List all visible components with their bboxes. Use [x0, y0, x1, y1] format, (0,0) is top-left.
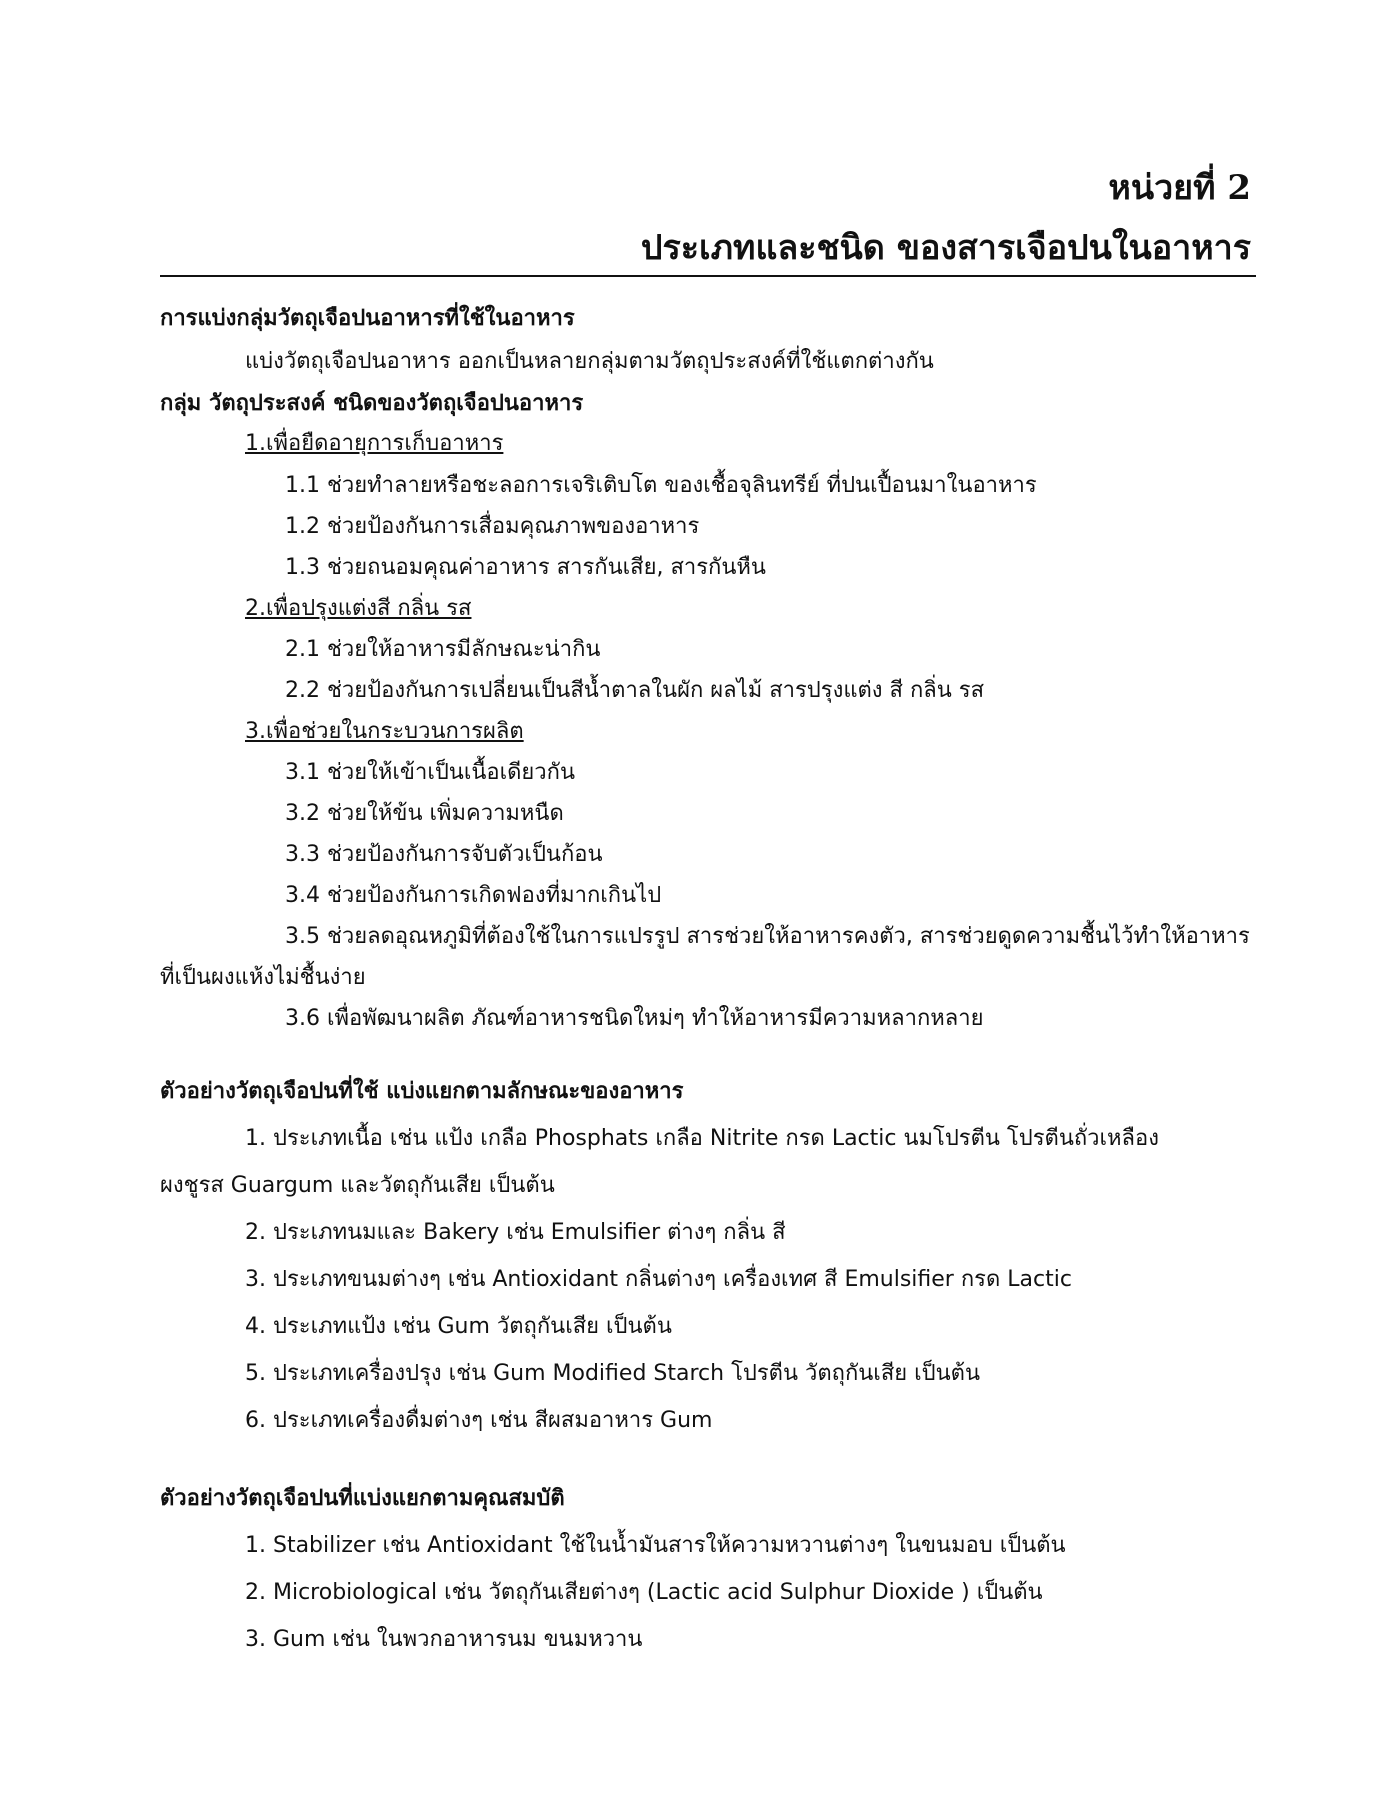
group-title: 3.เพื่อช่วยในกระบวนการผลิต [245, 719, 524, 744]
group-title: 2.เพื่อปรุงแต่งสี กลิ่น รส [245, 596, 472, 621]
section-heading: ตัวอย่างวัตถุเจือปนที่ใช้ แบ่งแยกตามลักษณะของอาหาร [160, 1079, 684, 1104]
list-item: 3.5 ช่วยลดอุณหภูมิที่ต้องใช้ในการแปรรูป สารช่วยให้อาหารคงตัว, สารช่วยดูดความชื้นไว้ทำให้อาหาร [285, 924, 1250, 949]
list-item-continuation: ผงชูรส Guargum และวัตถุกันเสีย เป็นต้น [160, 1173, 555, 1198]
list-item: 1. ประเภทเนื้อ เช่น แป้ง เกลือ Phosphats เกลือ Nitrite กรด Lactic นมโปรตีน โปรตีนถั่วเหลือง [245, 1126, 1159, 1151]
unit-title: หน่วยที่ 2 [1108, 168, 1251, 208]
list-item: 3.1 ช่วยให้เข้าเป็นเนื้อเดียวกัน [285, 760, 576, 785]
paragraph: แบ่งวัตถุเจือปนอาหาร ออกเป็นหลายกลุ่มตามวัตถุประสงค์ที่ใช้แตกต่างกัน [245, 349, 934, 374]
list-item: 3.2 ช่วยให้ข้น เพิ่มความหนืด [285, 801, 564, 826]
list-item: 6. ประเภทเครื่องดื่มต่างๆ เช่น สีผสมอาหาร Gum [245, 1408, 713, 1433]
list-item: 2. Microbiological เช่น วัตถุกันเสียต่างๆ (Lactic acid Sulphur Dioxide ) เป็นต้น [245, 1580, 1043, 1605]
section-subheading: กลุ่ม วัตถุประสงค์ ชนิดของวัตถุเจือปนอาหาร [160, 391, 584, 416]
list-item: 3.6 เพื่อพัฒนาผลิต ภัณฑ์อาหารชนิดใหม่ๆ ทำให้อาหารมีความหลากหลาย [285, 1006, 984, 1031]
section-heading: การแบ่งกลุ่มวัตถุเจือปนอาหารที่ใช้ในอาหาร [160, 306, 575, 331]
list-item: 3.3 ช่วยป้องกันการจับตัวเป็นก้อน [285, 842, 603, 867]
list-item-continuation: ที่เป็นผงแห้งไม่ชื้นง่าย [160, 965, 366, 990]
section-heading: ตัวอย่างวัตถุเจือปนที่แบ่งแยกตามคุณสมบัติ [160, 1486, 565, 1511]
list-item: 1.3 ช่วยถนอมคุณค่าอาหาร สารกันเสีย, สารกันหืน [285, 555, 766, 580]
list-item: 3. ประเภทขนมต่างๆ เช่น Antioxidant กลิ่นต่างๆ เครื่องเทศ สี Emulsifier กรด Lactic [245, 1267, 1072, 1292]
list-item: 1. Stabilizer เช่น Antioxidant ใช้ในน้ำมันสารให้ความหวานต่างๆ ในขนมอบ เป็นต้น [245, 1533, 1066, 1558]
list-item: 2. ประเภทนมและ Bakery เช่น Emulsifier ต่างๆ กลิ่น สี [245, 1220, 786, 1245]
list-item: 3.4 ช่วยป้องกันการเกิดฟองที่มากเกินไป [285, 883, 662, 908]
list-item: 1.1 ช่วยทำลายหรือชะลอการเจริเติบโต ของเชื้อจุลินทรีย์ ที่ปนเปื้อนมาในอาหาร [285, 473, 1037, 498]
list-item: 1.2 ช่วยป้องกันการเสื่อมคุณภาพของอาหาร [285, 514, 700, 539]
list-item: 2.2 ช่วยป้องกันการเปลี่ยนเป็นสีน้ำตาลในผัก ผลไม้ สารปรุงแต่ง สี กลิ่น รส [285, 678, 985, 703]
chapter-title: ประเภทและชนิด ของสารเจือปนในอาหาร [640, 228, 1251, 268]
list-item: 3. Gum เช่น ในพวกอาหารนม ขนมหวาน [245, 1627, 643, 1652]
list-item: 4. ประเภทแป้ง เช่น Gum วัตถุกันเสีย เป็นต้น [245, 1314, 672, 1339]
header-divider [160, 275, 1256, 277]
group-title: 1.เพื่อยืดอายุการเก็บอาหาร [245, 431, 504, 456]
list-item: 2.1 ช่วยให้อาหารมีลักษณะน่ากิน [285, 637, 601, 662]
list-item: 5. ประเภทเครื่องปรุง เช่น Gum Modified Starch โปรตีน วัตถุกันเสีย เป็นต้น [245, 1361, 980, 1386]
